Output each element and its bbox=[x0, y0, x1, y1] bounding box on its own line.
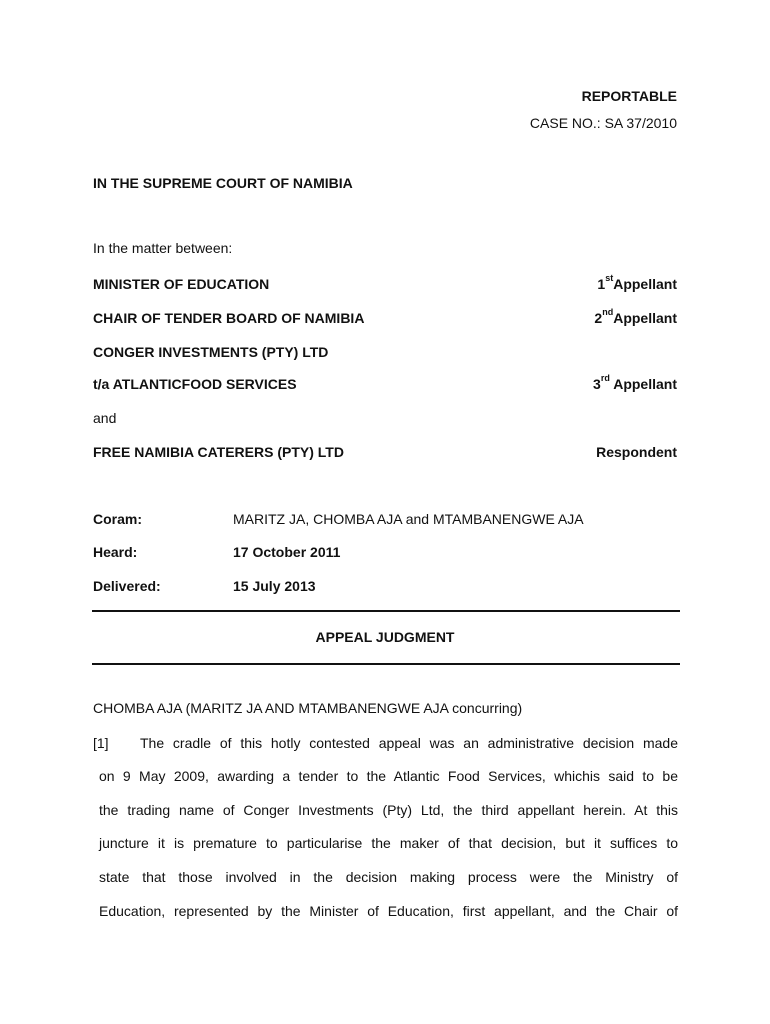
paragraph-line: the trading name of Conger Investments (Pty) Ltd, the third appellant herein. At this bbox=[99, 802, 678, 818]
paragraph-line: on 9 May 2009, awarding a tender to the Atlantic Food Services, whichis said to be bbox=[99, 768, 678, 784]
heard-label: Heard: bbox=[93, 544, 138, 560]
bottom-rule bbox=[92, 663, 680, 665]
paragraph-line: Education, represented by the Minister of Education, first appellant, and the Chair of bbox=[99, 903, 678, 919]
party-role: 2ndAppellant bbox=[594, 307, 677, 326]
party-name: CONGER INVESTMENTS (PTY) LTD bbox=[93, 344, 329, 360]
coram-label: Coram: bbox=[93, 511, 143, 527]
delivered-value: 15 July 2013 bbox=[233, 578, 316, 594]
judgment-byline: CHOMBA AJA (MARITZ JA AND MTAMBANENGWE AJA concurring) bbox=[93, 700, 523, 716]
court-title: IN THE SUPREME COURT OF NAMIBIA bbox=[93, 175, 353, 191]
and-separator: and bbox=[93, 410, 117, 426]
top-rule bbox=[92, 610, 680, 612]
party-role: 1stAppellant bbox=[597, 273, 677, 292]
party-name: t/a ATLANTICFOOD SERVICES bbox=[93, 376, 297, 392]
case-number: CASE NO.: SA 37/2010 bbox=[529, 115, 677, 131]
paragraph-line: state that those involved in the decision making process were the Ministry of bbox=[99, 869, 678, 885]
matter-between-text: In the matter between: bbox=[93, 240, 233, 256]
paragraph-first-line: The cradle of this hotly contested appeal was an administrative decision made bbox=[140, 735, 678, 751]
party-name: CHAIR OF TENDER BOARD OF NAMIBIA bbox=[93, 310, 365, 326]
party-role: 3rd Appellant bbox=[593, 373, 677, 392]
paragraph-number: [1] bbox=[93, 735, 109, 751]
party-name: MINISTER OF EDUCATION bbox=[93, 276, 270, 292]
respondent-name: FREE NAMIBIA CATERERS (PTY) LTD bbox=[93, 444, 344, 460]
delivered-label: Delivered: bbox=[93, 578, 161, 594]
respondent-role: Respondent bbox=[596, 444, 677, 460]
paragraph-line: juncture it is premature to particularise the maker of that decision, but it suffices to bbox=[99, 835, 678, 851]
reportable-label: REPORTABLE bbox=[581, 88, 677, 104]
coram-value: MARITZ JA, CHOMBA AJA and MTAMBANENGWE AJA bbox=[233, 511, 584, 527]
heard-value: 17 October 2011 bbox=[233, 544, 341, 560]
judgment-title: APPEAL JUDGMENT bbox=[315, 629, 455, 645]
